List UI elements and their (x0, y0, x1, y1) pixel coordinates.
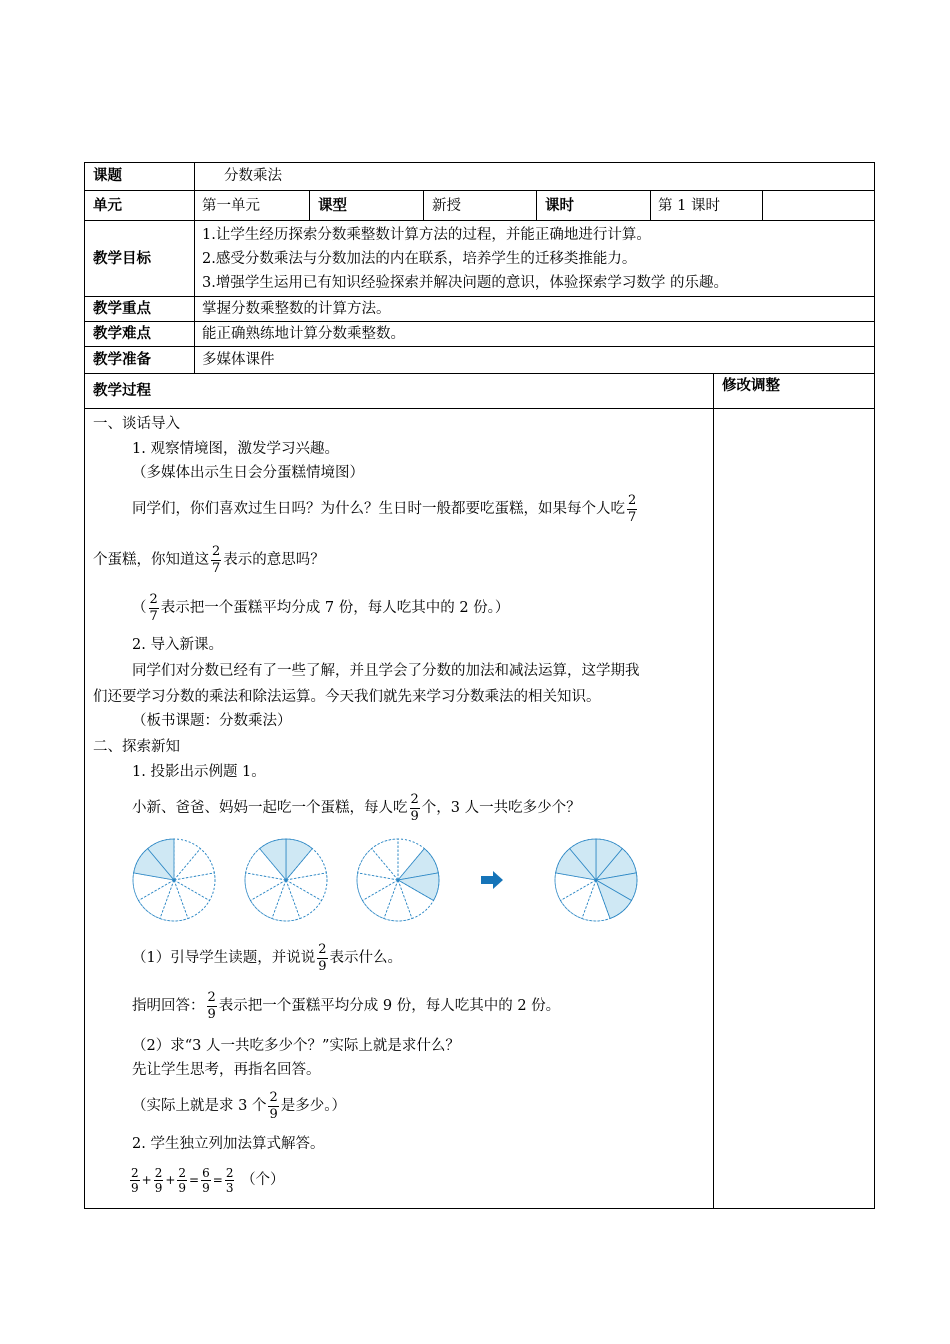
paragraph: 个蛋糕，你知道这 $\frac{2}{7}$ 表示的意思吗？ (93, 543, 325, 576)
eaten-slice (260, 839, 286, 880)
right-arrow-icon (481, 871, 503, 889)
cake-pies-figure (125, 834, 655, 930)
fraction: $\frac{2}{9}$ (131, 1165, 139, 1195)
cake-slice (174, 839, 200, 880)
cake-slice (286, 880, 322, 919)
cake-slice (560, 880, 596, 919)
paragraph: 指明回答： $\frac{2}{9}$ 表示把一个蛋糕平均分成 9 份，每人吃其中的 2 份。 (132, 989, 561, 1022)
fraction: $\frac{2}{7}$ (212, 543, 221, 576)
paragraph: 1. 观察情境图，激发学习兴趣。 (132, 441, 339, 457)
fraction: $\frac{2}{9}$ (178, 1165, 187, 1195)
pie-center (595, 879, 598, 882)
paragraph: 2. 学生独立列加法算式解答。 (132, 1136, 325, 1152)
cake-slice (358, 849, 398, 880)
pie-center (173, 879, 176, 882)
cake-slice (362, 880, 398, 919)
eaten-slice (286, 839, 312, 880)
period-value: 第 1 课时 (658, 198, 720, 214)
fraction: $\frac{2}{9}$ (318, 941, 327, 974)
paragraph: （2）求“3 人一共吃多少个？”实际上就是求什么？ (132, 1038, 460, 1054)
cake-slice (272, 880, 300, 921)
fraction: $\frac{2}{7}$ (149, 591, 158, 624)
paragraph: 们还要学习分数的乘法和除法运算。今天我们就先来学习分数乘法的相关知识。 (93, 689, 601, 705)
section-2-title: 二、探索新知 (93, 739, 180, 755)
process-label: 教学过程 (93, 383, 151, 399)
goal-item: 2.感受分数乘法与分数加法的内在联系，培养学生的迁移类推能力。 (202, 251, 637, 267)
fraction: $\frac{2}{9}$ (154, 1165, 163, 1195)
cake-slice (160, 880, 188, 921)
paragraph: 同学们，你们喜欢过生日吗？为什么？生日时一般都要吃蛋糕，如果每个人吃 $\frac{2}{7}$ (132, 492, 637, 525)
cake-slice (384, 880, 412, 921)
difficulty-label: 教学难点 (93, 326, 151, 342)
unit-value: 第一单元 (202, 198, 260, 214)
paragraph: 先让学生思考，再指名回答。 (132, 1062, 321, 1078)
cake-pie (133, 839, 215, 921)
addition-equation: $\frac{2}{9}$ + $\frac{2}{9}$ + $\frac{2}{9}$ = $\frac{6}{9}$ = $\frac{2}{3}$ （个） (131, 1165, 285, 1195)
cake-pie (357, 839, 439, 921)
type-value: 新授 (432, 198, 461, 214)
cake-slice (250, 880, 286, 919)
goal-item: 3.增强学生运用已有知识经验探索并解决问题的意识，体验探索学习数学 的乐趣。 (202, 275, 728, 291)
key-point-value: 掌握分数乘整数的计算方法。 (202, 301, 391, 317)
adjust-label: 修改调整 (722, 378, 780, 394)
paragraph: 1. 投影出示例题 1。 (132, 764, 266, 780)
topic-label: 课题 (93, 168, 122, 184)
period-label: 课时 (545, 198, 574, 214)
paragraph: （ $\frac{2}{7}$ 表示把一个蛋糕平均分成 7 份，每人吃其中的 2 份。） (132, 591, 510, 624)
pie-center (397, 879, 400, 882)
difficulty-value: 能正确熟练地计算分数乘整数。 (202, 326, 405, 342)
paragraph: （实际上就是求 3 个 $\frac{2}{9}$ 是多少。） (132, 1089, 346, 1122)
cake-slice (372, 839, 398, 880)
fraction: $\frac{2}{9}$ (410, 791, 419, 824)
paragraph: 同学们对分数已经有了一些了解，并且学会了分数的加法和减法运算，这学期我 (132, 663, 640, 679)
topic-value: 分数乘法 (224, 168, 282, 184)
preparation-value: 多媒体课件 (202, 352, 275, 368)
unit-label: 单元 (93, 198, 122, 214)
key-point-label: 教学重点 (93, 301, 151, 317)
paragraph: （板书课题：分数乘法） (132, 713, 292, 729)
cake-pie (245, 839, 327, 921)
fraction: $\frac{2}{7}$ (628, 492, 637, 525)
paragraph: （1）引导学生读题，并说说 $\frac{2}{9}$ 表示什么。 (132, 941, 403, 974)
paragraph: （多媒体出示生日会分蛋糕情境图） (132, 465, 364, 481)
fraction: $\frac{6}{9}$ (202, 1165, 210, 1195)
cake-slice (174, 849, 214, 880)
paragraph: 小新、爸爸、妈妈一起吃一个蛋糕，每人吃 $\frac{2}{9}$ 个，3 人一共吃多少个？ (132, 791, 581, 824)
fraction: $\frac{2}{9}$ (269, 1089, 278, 1122)
fraction: $\frac{2}{3}$ (225, 1165, 234, 1195)
cake-slice (138, 880, 174, 919)
fraction: $\frac{2}{9}$ (207, 989, 216, 1022)
type-label: 课型 (318, 198, 347, 214)
goals-label: 教学目标 (93, 251, 151, 267)
cake-pie (555, 839, 637, 921)
paragraph: 2. 导入新课。 (132, 637, 223, 653)
cake-slice (174, 880, 210, 919)
goal-item: 1.让学生经历探索分数乘整数计算方法的过程，并能正确地进行计算。 (202, 227, 651, 243)
section-1-title: 一、谈话导入 (93, 416, 180, 432)
pie-center (285, 879, 288, 882)
preparation-label: 教学准备 (93, 352, 151, 368)
